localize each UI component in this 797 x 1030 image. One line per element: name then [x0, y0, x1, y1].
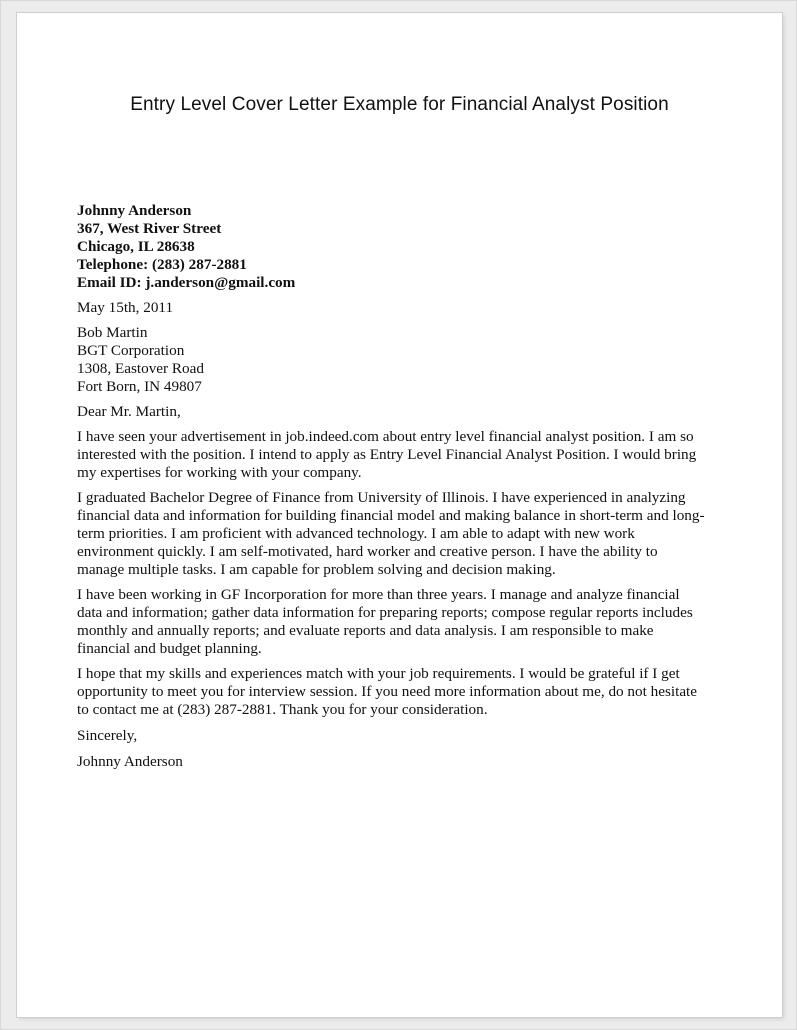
paragraph-line: monthly and annually reports; and evaluate reports and data analysis. I am responsible to make [77, 622, 654, 639]
recipient-company: BGT Corporation [77, 342, 185, 359]
paragraph-line: data and information; gather data information for preparing reports; compose regular reports includes [77, 604, 693, 621]
paragraph-line: my expertises for working with your company. [77, 464, 362, 481]
sender-address [77, 202, 737, 292]
paragraph-line: to contact me at (283) 287-2881. Thank you for your consideration. [77, 701, 488, 718]
recipient-street: 1308, Eastover Road [77, 360, 204, 377]
sender-city: Chicago, IL 28638 [77, 238, 195, 255]
salutation: Dear Mr. Martin, [77, 403, 181, 420]
paragraph-3 [77, 586, 737, 658]
paragraph-line: interested with the position. I intend to apply as Entry Level Financial Analyst Position. I would bring [77, 446, 697, 463]
sender-name: Johnny Anderson [77, 202, 192, 219]
document-title: Entry Level Cover Letter Example for Financial Analyst Position [130, 94, 669, 115]
paragraph-line: term priorities. I am proficient with advanced technology. I am able to adapt with new work [77, 525, 635, 542]
paragraph-1 [77, 428, 737, 482]
recipient-city: Fort Born, IN 49807 [77, 378, 202, 395]
recipient-name: Bob Martin [77, 324, 148, 341]
paragraph-line: environment quickly. I am self-motivated, hard worker and creative person. I have the ability to [77, 543, 658, 560]
signature-name: Johnny Anderson [77, 753, 183, 770]
paragraph-2 [77, 489, 737, 579]
paragraph-line: financial data and information for building financial model and making balance in short-term and long- [77, 507, 705, 524]
letter-body [77, 202, 737, 771]
paragraph-line: financial and budget planning. [77, 640, 262, 657]
sender-email: Email ID: j.anderson@gmail.com [77, 274, 296, 291]
sender-street: 367, West River Street [77, 220, 222, 237]
paragraph-line: I have been working in GF Incorporation for more than three years. I manage and analyze financial [77, 586, 680, 603]
paragraph-line: opportunity to meet you for interview session. If you need more information about me, do not hesitate [77, 683, 698, 700]
paragraph-line: manage multiple tasks. I am capable for problem solving and decision making. [77, 561, 556, 578]
letter-date: May 15th, 2011 [77, 299, 174, 316]
letter-page [17, 13, 782, 1017]
paragraph-line: I hope that my skills and experiences match with your job requirements. I would be grateful if I get [77, 665, 680, 682]
paragraph-line: I graduated Bachelor Degree of Finance from University of Illinois. I have experienced in analyzing [77, 489, 686, 506]
sender-telephone: Telephone: (283) 287-2881 [77, 256, 247, 273]
closing: Sincerely, [77, 727, 138, 744]
recipient-address [77, 324, 737, 396]
paragraph-4 [77, 665, 737, 719]
paragraph-line: I have seen your advertisement in job.indeed.com about entry level financial analyst position. I am so [77, 428, 694, 445]
